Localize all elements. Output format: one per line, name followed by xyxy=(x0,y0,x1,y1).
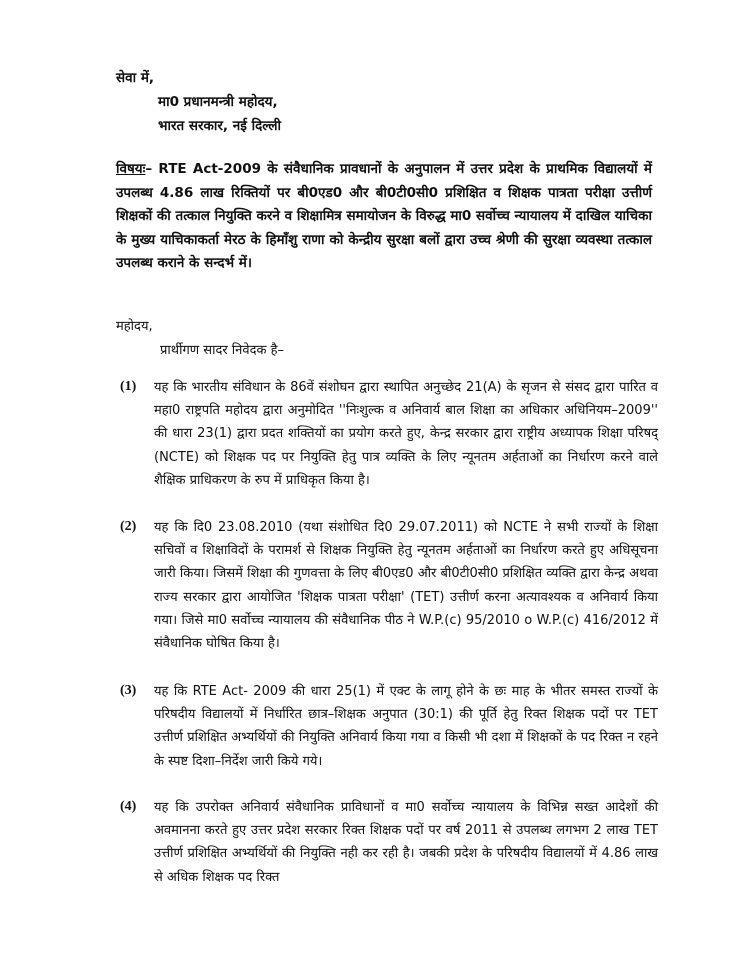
list-item xyxy=(120,680,658,773)
salutation-line: सेवा में, xyxy=(116,70,155,86)
subject-label: विषयः xyxy=(116,161,146,177)
greeting: महोदय, xyxy=(116,319,153,334)
recipient-line-1: मा0 प्रधानमन्त्री महोदय, xyxy=(158,94,278,110)
item-text: यह कि RTE Act- 2009 की धारा 25(1) में एक्ट के लागू होने के छः माह के भीतर समस्त राज्यों के परिषदीय विद्यालयों में निर्धारित छात्र–शिक्षक अनुपात (30:1) की पूर्ति हेतु रिक्त शिक्षक पदों पर TET उत्तीर्ण प्रशिक्षित अभ्यर्थियों की नियुक्ति अनिवार्य किया गया व किसी भी दशा में शिक्षकों के पद रिक्त न रहने के स्पष्ट दिशा–निर्देश जारी किये गये। xyxy=(154,684,658,769)
subject-text: – RTE Act-2009 के संवैधानिक प्रावधानों के अनुपालन में उत्तर प्रदेश के प्राथमिक विद्यालयों में उपलब्ध 4.86 लाख रिक्तियों पर बी0एड0 और बी0टी0सी0 प्रशिक्षित व शिक्षक पात्रता परीक्षा उत्तीर्ण शिक्षकों की तत्काल नियुक्ति करने व शिक्षामित्र समायोजन के विरुद्ध मा0 सर्वोच्च न्यायालय में दाखिल याचिका के मुख्य याचिकाकर्ता मेरठ के हिमाँशु राणा को केन्द्रीय सुरक्षा बलों द्वारा उच्च श्रेणी की सुरक्षा व्यवस्था तत्काल उपलब्ध कराने के सन्दर्भ में। xyxy=(116,161,652,271)
list-item xyxy=(120,376,658,492)
item-number: (2) xyxy=(120,519,137,534)
item-number: (3) xyxy=(120,683,137,698)
list-item xyxy=(120,796,658,889)
subject-paragraph xyxy=(116,158,652,276)
item-text: यह कि उपरोक्त अनिवार्य संवैधानिक प्राविधानों व मा0 सर्वोच्च न्यायालय के विभिन्न सख्त आदेशों की अवमानना करते हुए उत्तर प्रदेश सरकार रिक्त शिक्षक पदों पर वर्ष 2011 से उपलब्ध लगभग 2 लाख TET उत्तीर्ण प्रशिक्षित अभ्यर्थियों की नियुक्ति नही कर रही है। जबकी प्रदेश के परिषदीय विद्यालयों में 4.86 लाख से अधिक शिक्षक पद रिक्त xyxy=(154,800,658,885)
item-text: यह कि भारतीय संविधान के 86वें संशोघन द्वारा स्थापित अनुच्छेद 21(A) के सृजन से संसद द्वारा पारित व महा0 राष्ट्रपति महोदय द्वारा अनुमोदित ''निःशुल्क व अनिवार्य बाल शिक्षा का अधिकार अधिनियम–2009'' की धारा 23(1) द्वारा प्रदत शक्तियों का प्रयोग करते हुए, केन्द्र सरकार द्वारा राष्ट्रीय अध्यापक शिक्षा परिषद् (NCTE) को शिक्षक पद पर नियुक्ति हेतु पात्र व्यक्ति के लिए न्यूनतम अर्हताओं का निर्धारण करने वाले शैक्षिक प्राधिकरण के रुप में प्राधिकृत किया है। xyxy=(154,380,658,488)
recipient-line-2: भारत सरकार, नई दिल्ली xyxy=(158,118,281,134)
intro-line: प्रार्थीगण सादर निवेदक है– xyxy=(160,343,285,358)
item-number: (4) xyxy=(120,799,137,814)
item-text: यह कि दि0 23.08.2010 (यथा संशोधित दि0 29.07.2011) को NCTE ने सभी राज्यों के शिक्षा सचिवों व शिक्षाविदों के परामर्श से शिक्षक नियुक्ति हेतु न्यूनतम अर्हताओं का निर्धारण करते हुए अधिसूचना जारी किया। जिसमें शिक्षा की गुणवत्ता के लिए बी0एड0 और बी0टी0सी0 प्रशिक्षित व्यक्ति द्वारा केन्द्र अथवा राज्य सरकार द्वारा आयोजित 'शिक्षक पात्रता परीक्षा' (TET) उत्तीर्ण करना अत्यावश्यक व अनिवार्य किया गया। जिसे मा0 सर्वोच्च न्यायालय की संवैधानिक पीठ ने W.P.(c) 95/2010 o W.P.(c) 416/2012 में संवैधानिक घोषित किया है। xyxy=(154,520,658,652)
item-number: (1) xyxy=(120,379,137,394)
list-item xyxy=(120,516,658,655)
